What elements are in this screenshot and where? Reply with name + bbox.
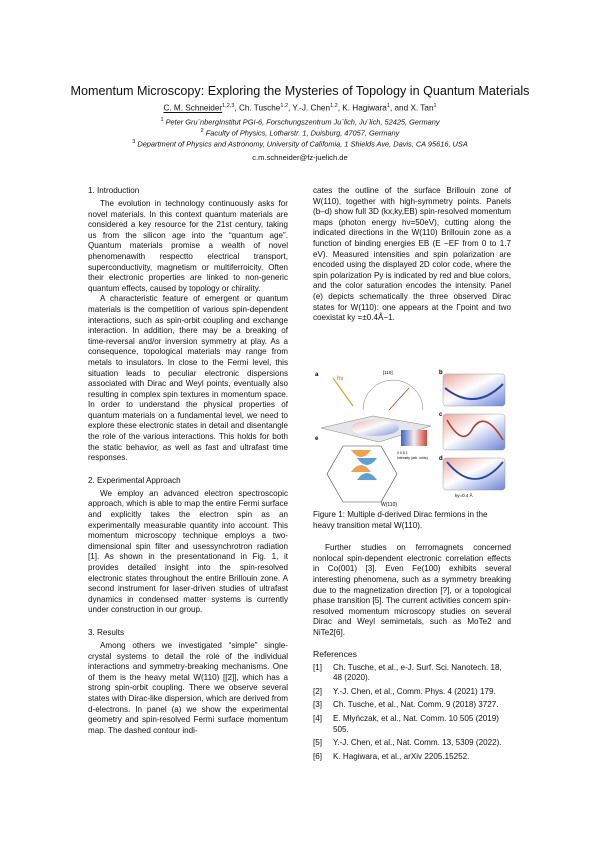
reference-number: [6] [313,751,322,761]
reference-text: K. Hagiwara, et al., arXiv 2205.15252. [333,751,470,761]
affiliation-sup: 1 [160,117,164,123]
intro-paragraph-2: A characteristic feature of emergent or quantum materials is the competition of various spin-dependent interactions, such as spin-orbit coupling and exchange interaction. In addition, there may be a breaking of time-reversal and/or inversion symmetry at play. As a consequence, topological materials may range from metals to insulators. In close to the Fermi level, this situation leads to peculiar electronic dispersions associated with Dirac and Weyl points, eventually also resulting in complex spin textures in momentum space. In order to understand the physical properties of quantum materials on a fundamental level, we need to explore these electronic states in detail and disentangle the role of the various interactions. This holds for both the static behavior, as well as fast and ultrafast time responses. [88,294,288,463]
author-sup: 1,2 [330,103,338,109]
figure-graphic [313,368,511,518]
further-studies-paragraph: Further studies on ferromagnets concerned nonlocal spin-dependent electronic correlation effects in Co(001) [3]. Even Fe(100) exhibits several interesting phenomena, such as a symmetry breaking due to the magnetization direction [?], or a topological phase transition [5]. The current activities concem spin-resolved momentum microscopy studies on several Dirac and Weyl semimetals, such as MoTe2 and NiTe2[6]. [313,543,511,637]
reference-text: Y.-J. Chen, et al., Nat. Comm. 13, 5309 (2022). [333,738,502,748]
reference-text: Y.-J. Chen, et al., Comm. Phys. 4 (2021) 179. [333,686,496,696]
reference-item [313,714,511,735]
author-sup: 1,2 [280,103,289,109]
reference-text: Ch. Tusche, et al., Nat. Comm. 9 (2018) 3727. [333,700,499,710]
fermi-map [351,420,399,436]
results-paragraph: Among others we investigated “simple” single-crystal systems to detail the role of the individual interactions and symmetry-breaking mechanisms. One of them is the heavy metal W(110) [[2]], which has a strong spin-orbit coupling. There we observe several states with Dirac-like dispersion, which are derived from d-electrons. In panel (a) we show the experimental geometry and spin-resolved Fermi surface momentum map. The dashed contour indi- [88,640,288,735]
reference-text: E. Młyńczak, et al., Nat. Comm. 10 505 (2019) 505. [333,713,499,734]
reference-item [313,738,511,749]
hv-label: hν [337,376,344,382]
reference-item [313,752,511,763]
author: K. Hagiwara [342,103,387,113]
reference-text: Ch. Tusche, et al., e-J. Surf. Sci. Nanotech. 18, 48 (2020). [333,662,502,683]
figure-1 [313,368,511,518]
right-column-bottom [313,510,511,765]
figure-caption: Figure 1: Multiple d-derived Dirac fermions in the heavy transition metal W(110). [313,510,488,530]
intensity-ticks: 0 0.5 1 [397,451,408,455]
ky-label: ky=0.4 Å [455,493,473,498]
reference-number: [1] [313,662,322,672]
electron-ray [389,388,409,410]
intensity-label: Intensity (arb. units) [397,456,428,460]
section-heading-intro: 1. Introduction [88,186,140,195]
intro-paragraph-1: The evolution in technology continuously asks for novel materials. In this context quantum materials are considered a key resource for the 21st century, taking us from the silicon age into the “quantum age”. Quantum materials promise a wealth of novel phenomenawith respectto electrical transport, superconductivity, magnetism or multiferroicity. Often their electronic properties are linked to non-generic quantum effects, caused by topology or chirality. [88,199,288,293]
reference-number: [2] [313,686,322,696]
reference-item [313,700,511,711]
affiliation-text: Department of Physics and Astronomy, University of Califomia, 1 Shields Ave, Davis, CA 95616, USA [137,139,468,149]
section-heading-experimental: 2. Experimental Approach [88,475,181,485]
panel-label-b: b [439,370,443,376]
direction-label: [110] [383,370,393,375]
section-heading-results: 3. Results [88,627,124,637]
results-paragraph-continued: cates the outline of the surface Brillouin zone of W(110), together with high-symmetry points. Panels (b–d) show full 3D (kx,ky,EB) spin-resolved momentum maps (photon energy hν=50eV), cutting along the indicated directions in the W(110) Brillouin zone as a function of binding energies EB (E −EF from 0 to 1.7 eV). Measured intensities and spin polarization are encoded using the displayed 2D color code, where the spin polarization Py is indicated by red and blue colors, and the color saturation encodes the intensity. Panel (e) depicts schematically the three observed Dirac states for W(110): one appears at the Γpoint and two coexistat ky =±0.4Å−1. [313,186,511,323]
affiliation [0,127,600,138]
affiliation-sup: 2 [200,128,204,135]
reference-number: [4] [313,713,322,723]
right-column-top [313,186,511,324]
email-link[interactable]: c.m.schneider@fz-juelich.de [252,153,348,162]
affiliation [0,138,600,149]
author: Ch. Tusche [238,103,281,113]
panel-label-a: a [315,372,319,378]
w110-label: W(110) [381,502,398,508]
panel-label-e: e [315,436,319,442]
reference-number: [5] [313,738,322,748]
author-first[interactable]: C. M. Schneider [163,103,223,113]
panel-label-d: d [439,456,443,462]
reference-item [313,687,511,698]
left-column [88,186,288,736]
panel-c-map [443,414,505,450]
affiliation-text: Peter Gru¨nbergInstitut PGI-6, Forschungszentrum Ju¨lich, Ju¨lich, 52425, Germany [165,117,440,127]
color-key [397,430,428,460]
author: Y.-J. Chen [292,103,331,113]
paper-title: Momentum Microscopy: Exploring the Mysteries of Topology in Quantum Materials [70,84,530,98]
affiliation-text: Faculty of Physics, Lotharstr. 1, Duisburg, 47057, Germany [205,128,400,138]
author-first-sup: 1,2,3 [222,103,235,109]
photon-beam [333,378,353,406]
author-sup: 1 [433,103,437,109]
affiliations [0,116,600,149]
author-line: C. M. Schneider$^{1,2,3}$, Ch. Tusche$^{1,2}$, Y.-J. Chen$^{1,2}$, K. Hagiwara$^1$, and X. Tan$^1$ [163,103,437,113]
references-list [313,663,511,763]
panel-label-c: c [439,412,443,418]
reference-item [313,663,511,684]
author: X. Tan [410,103,434,113]
references-heading: References [313,648,357,659]
reference-number: [3] [313,700,322,710]
author-sup: 1 [386,103,390,109]
experimental-paragraph: We employ an advanced electron spectroscopic approach, which is able to map the entire Fermi surface and explicitly takes the electron spin as an experimentally measurable quantity into account. This momentum microscopy technique employs a two-dimensional spin filter and usessynchrotron radiation [1]. As shown in the presentationand in Fig. 1, it provides detailed insight into the spin-resolved electronic states throughout the entire Brillouin zone. A second instrument for laser-driven studies of ultrafast dynamics in condensed matter systems is currently under construction in our group. [88,488,288,615]
panel-d-map [443,458,505,490]
affiliation-sup: 3 [132,139,136,146]
affiliation [0,116,600,127]
